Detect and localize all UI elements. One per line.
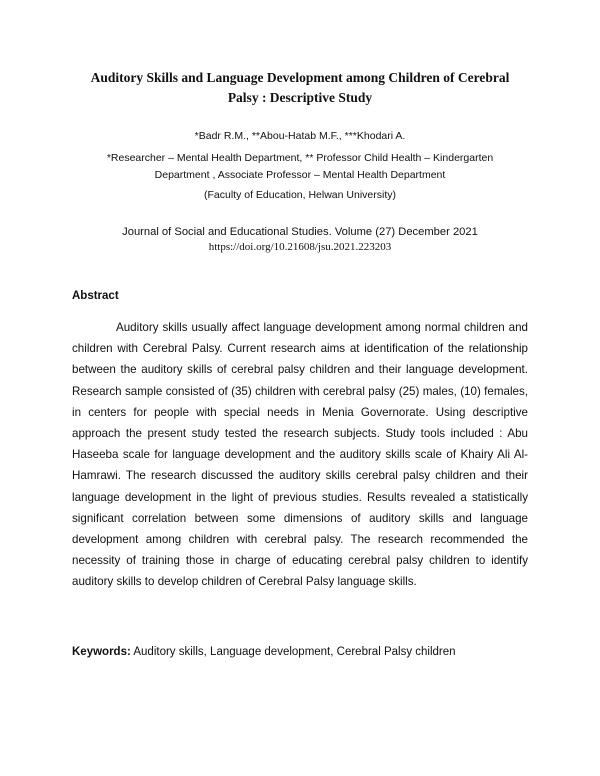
doi-link[interactable]: https://doi.org/10.21608/jsu.2021.223203	[208, 241, 392, 253]
abstract-body: Auditory skills usually affect language development among normal children and children with Cerebral Palsy. Current research aims at identification of the relationship between the auditory skills of cerebral palsy children and their language development. Research sample consisted of (35) children with cerebral palsy (25) males, (10) females, in centers for people with special needs in Menia Governorate. Using descriptive approach the present study tested the research subjects. Study tools included : Abu Haseeba scale for language development and the auditory skills scale of Khairy Ali Al-Hamrawi. The research discussed the auditory skills cerebral palsy children and their language development in the light of previous studies. Results revealed a statistically significant correlation between some dimensions of auditory skills and language development among children with cerebral palsy. The research recommended the necessity of training those in charge of educating cerebral palsy children to identify auditory skills to develop children of Cerebral Palsy language skills.	[72, 321, 528, 589]
affiliation-line-3: (Faculty of Education, Helwan University)	[204, 189, 396, 201]
affiliation-line-2: Department , Associate Professor – Mental Health Department	[154, 169, 446, 181]
keywords-label: Keywords:	[72, 646, 131, 658]
affiliation-line-1: *Researcher – Mental Health Department, ** Professor Child Health – Kindergarten	[106, 152, 494, 164]
paper-title-line-1: Auditory Skills and Language Development among Children of Cerebral	[90, 70, 510, 85]
paper-title-line-2: Palsy : Descriptive Study	[227, 90, 373, 105]
author-list: *Badr R.M., **Abou-Hatab M.F., ***Khodari A.	[194, 130, 406, 142]
keywords-line	[72, 646, 456, 658]
abstract-heading: Abstract	[72, 290, 119, 302]
paper-title	[60, 68, 540, 108]
journal-citation: Journal of Social and Educational Studies. Volume (27) December 2021	[122, 226, 478, 238]
keywords-list: Auditory skills, Language development, Cerebral Palsy children	[130, 646, 456, 658]
